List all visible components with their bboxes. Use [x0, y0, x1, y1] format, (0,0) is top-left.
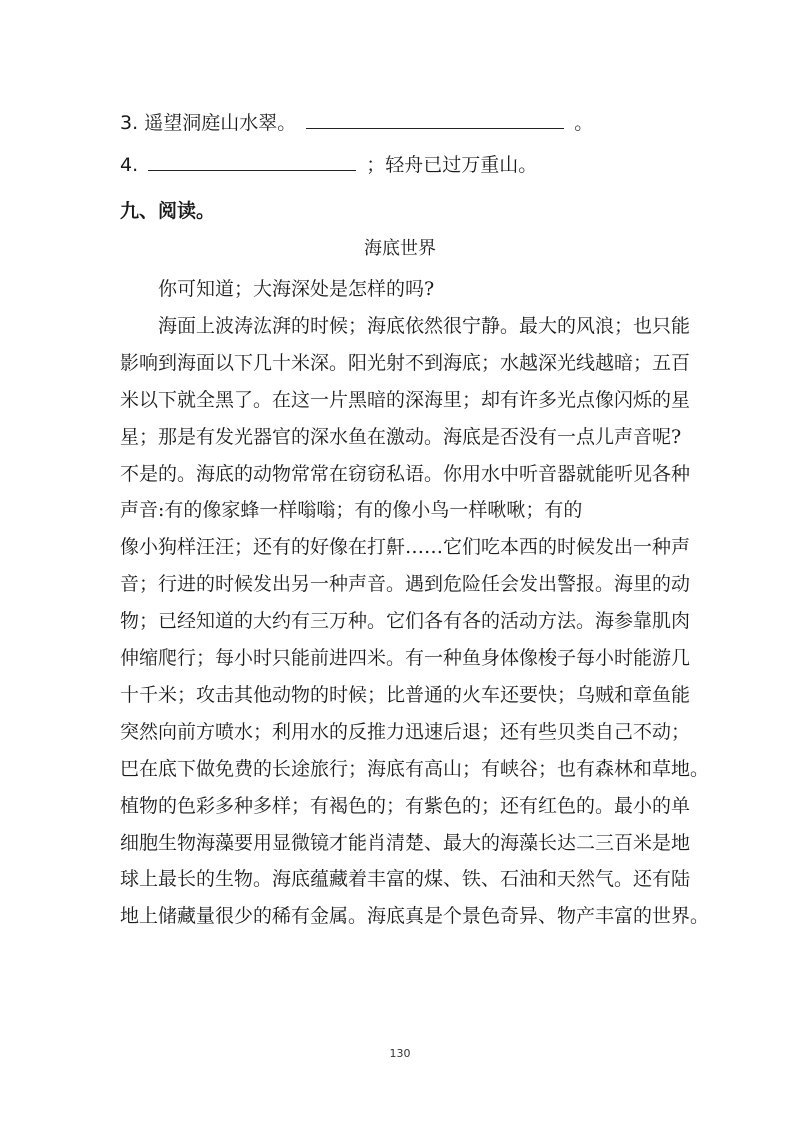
- article-line: 突然向前方喷水；利用水的反推力迅速后退；还有些贝类自己不动；: [120, 720, 691, 743]
- item-number: 4.: [120, 154, 139, 176]
- article-line: 你可知道；大海深处是怎样的吗?: [120, 278, 435, 300]
- article-line: 十千米；攻击其他动物的时候；比普通的火车还要快；乌贼和章鱼能: [120, 683, 691, 706]
- article-line: 星；那是有发光器官的深水鱼在激动。海底是否没有一点儿声音呢?: [120, 425, 682, 448]
- article-line: 米以下就全黑了。在这一片黑暗的深海里；却有许多光点像闪烁的星: [120, 388, 691, 411]
- page-number: 130: [389, 1047, 411, 1060]
- article-line: 球上最长的生物。海底蕴藏着丰富的煤、铁、石油和天然气。还有陆: [120, 868, 691, 891]
- item-end: ；轻舟已过万重山。: [366, 154, 538, 176]
- item-number: 3.: [120, 112, 139, 134]
- article-line: 影响到海面以下几十米深。阳光射不到海底；水越深光线越暗；五百: [120, 351, 691, 374]
- article-line: 物；已经知道的大约有三万种。它们各有各的活动方法。海参靠肌肉: [120, 610, 691, 633]
- article-line: 声音:有的像家蜂一样嗡嗡；有的像小鸟一样啾啾；有的: [120, 499, 583, 522]
- article-line: 地上储藏量很少的稀有金属。海底真是个景色奇异、物产丰富的世界。: [120, 905, 710, 928]
- answer-blank[interactable]: [306, 110, 564, 129]
- article-line: 不是的。海底的动物常常在窃窃私语。你用水中听音器就能听见各种: [120, 462, 691, 485]
- item-text: 遥望洞庭山水翠。: [144, 112, 297, 134]
- article-line: 像小狗样汪汪；还有的好像在打鼾……它们吃本西的时候发出一种声: [120, 536, 691, 559]
- article-line: 伸缩爬行；每小时只能前进四米。有一种鱼身体像梭子每小时能游几: [120, 647, 691, 669]
- fill-blank-item-4: [120, 152, 537, 177]
- article-line: 音；行进的时候发出另一种声音。遇到危险任会发出警报。海里的动: [120, 573, 691, 596]
- article-line: 细胞生物海藻要用显微镜才能肖清楚、最大的海藻长达二三百米是地: [120, 831, 691, 854]
- article-line: 海面上波涛汯湃的时候；海底依然很宁静。最大的风浪；也只能: [120, 314, 691, 337]
- article-line: 巴在底下做免费的长途旅行；海底有高山；有峡谷；也有森林和草地。: [120, 757, 710, 780]
- fill-blank-item-3: [120, 110, 593, 135]
- article-title: 海底世界: [364, 238, 436, 259]
- article-line: 植物的色彩多种多样；有褐色的；有紫色的；还有红色的。最小的单: [120, 794, 691, 817]
- section-heading: 九、阅读。: [120, 200, 216, 222]
- answer-blank[interactable]: [148, 152, 356, 171]
- item-end: 。: [574, 112, 594, 134]
